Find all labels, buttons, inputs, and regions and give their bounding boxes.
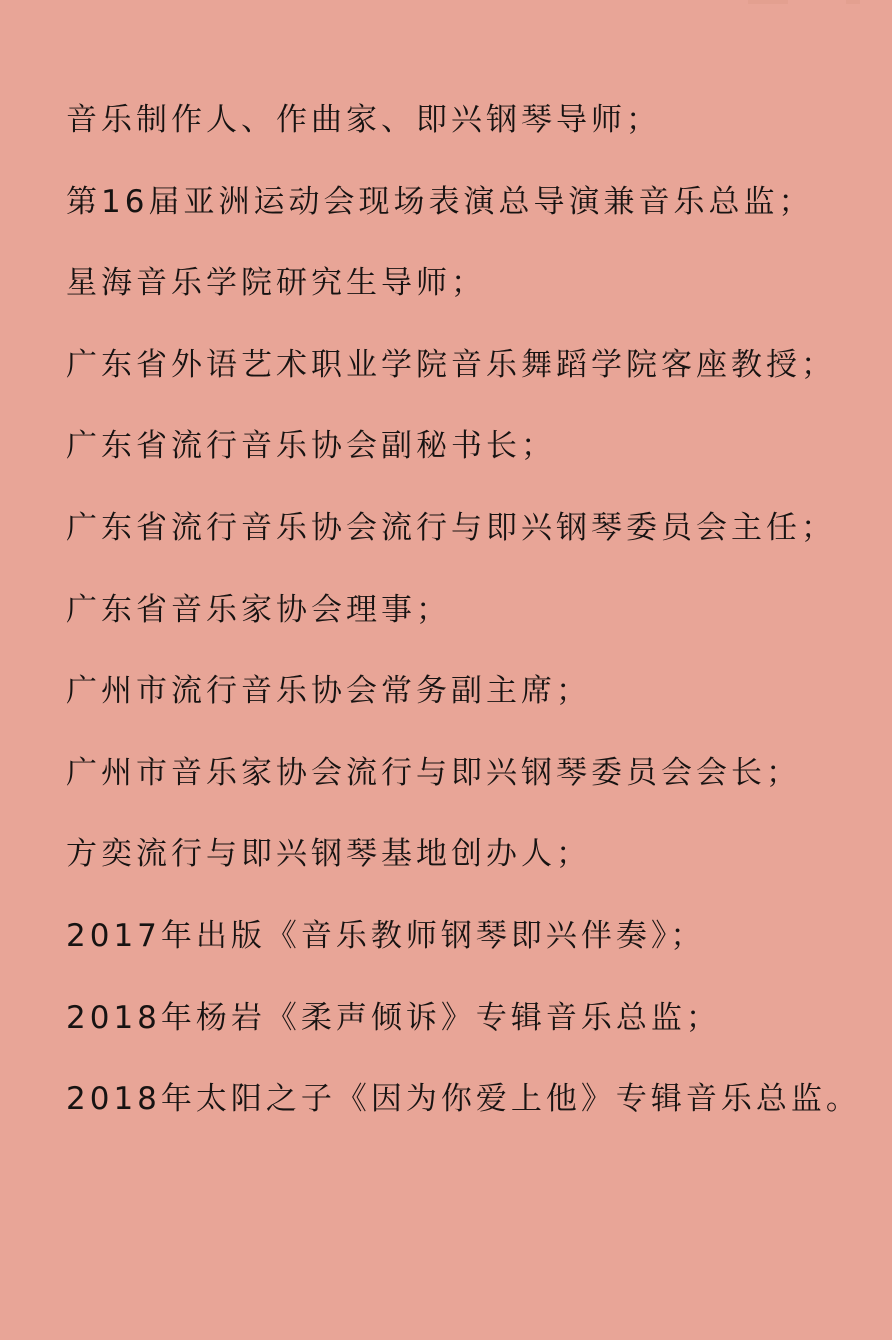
credit-item: 星海音乐学院研究生导师； (66, 265, 486, 302)
credit-item: 第16届亚洲运动会现场表演总导演兼音乐总监； (66, 183, 814, 220)
credit-item: 广东省音乐家协会理事； (66, 591, 451, 628)
top-edge-mark (748, 0, 788, 4)
credit-item: 音乐制作人、作曲家、即兴钢琴导师； (66, 102, 661, 138)
credit-item: 广州市音乐家协会流行与即兴钢琴委员会会长； (66, 754, 801, 791)
credit-item: 广东省流行音乐协会流行与即兴钢琴委员会主任； (66, 509, 836, 546)
credit-item: 2018年杨岩《柔声倾诉》专辑音乐总监； (66, 999, 721, 1036)
credit-item: 广州市流行音乐协会常务副主席； (66, 673, 591, 710)
credit-item: 广东省外语艺术职业学院音乐舞蹈学院客座教授； (66, 346, 836, 383)
credit-item: 方奕流行与即兴钢琴基地创办人； (66, 836, 591, 873)
credits-list (66, 92, 886, 1153)
credit-item: 2017年出版《音乐教师钢琴即兴伴奏》； (66, 917, 706, 954)
credit-item: 广东省流行音乐协会副秘书长； (66, 428, 556, 465)
credit-item: 2018年太阳之子《因为你爱上他》专辑音乐总监。 (66, 1081, 861, 1118)
top-edge-mark (846, 0, 860, 4)
